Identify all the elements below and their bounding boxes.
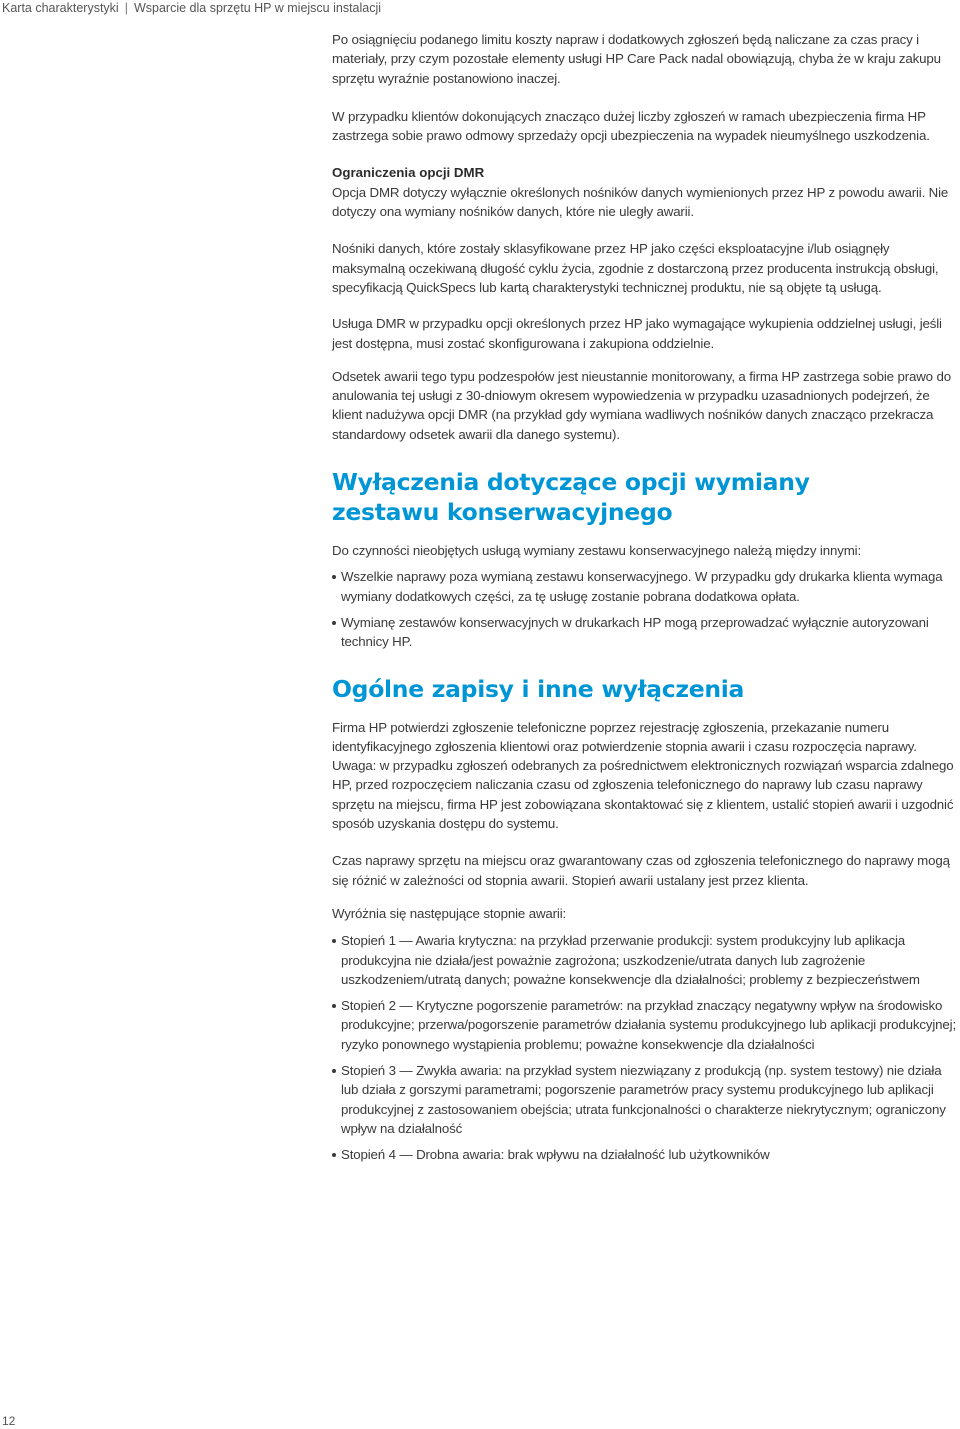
dmr-paragraph-2: Nośniki danych, które zostały sklasyfikowane przez HP jako części eksploatacyjne i/lub osiągnęły maksymalną oczekiwaną długość cyklu życia, zgodnie z dostarczoną przez producenta instrukcją obsługi, specyfikacją QuickSpecs lub kartą charakterystyki technicznej produktu, nie są objęte tą usługą.	[332, 241, 939, 295]
main-content	[332, 30, 960, 1173]
list-item: Stopień 1 — Awaria krytyczna: na przykład przerwanie produkcji: system produkcyjny lub aplikacja produkcyjna nie działa/jest poważnie zagrożona; uszkodzenie/utrata danych lub zagrożenie uszkodzeniem/utratą danych; poważne konsekwencje dla działalności; problemy z bezpieczeństwem	[332, 931, 960, 989]
breadcrumb-separator: |	[124, 1, 128, 15]
list-item: Stopień 4 — Drobna awaria: brak wpływu na działalność lub użytkowników	[332, 1145, 960, 1164]
dmr-paragraph-4: Odsetek awarii tego typu podzespołów jest nieustannie monitorowany, a firma HP zastrzega sobie prawo do anulowania tej usługi z 30-dniowym okresem wypowiedzenia w przypadku uzasadnionych podejrzeń, że klient nadużywa opcji DMR (na przykład gdy wymiana wadliwych nośników danych znacząco przekracza standardowy odsetek awarii dla danego systemu).	[332, 368, 951, 442]
breadcrumb	[2, 0, 381, 16]
list-item: Stopień 3 — Zwykła awaria: na przykład system niezwiązany z produkcją (np. system testowy) nie działa lub działa z gorszymi parametrami; pogorszenie parametrów pracy systemu produkcyjnego lub aplikacji produkcyjnej z zastosowaniem obejścia; utrata funkcjonalności o charakterze niekrytycznym; ograniczony wpływ na działalność	[332, 1061, 960, 1138]
maintenance-kit-heading: Wyłączenia dotyczące opcji wymiany zestawu konserwacyjnego	[332, 468, 810, 527]
general-paragraph-1: Firma HP potwierdzi zgłoszenie telefoniczne poprzez rejestrację zgłoszenia, przekazanie numeru identyfikacyjnego zgłoszenia klientowi oraz potwierdzenie stopnia awarii i czasu rozpoczęcia naprawy. Uwaga: w przypadku zgłoszeń odebranych za pośrednictwem elektronicznych rozwiązań wsparcia zdalnego HP, przed rozpoczęciem naliczania czasu od zgłoszenia telefonicznego do naprawy lub czasu naprawy sprzętu na miejscu, firma HP jest zobowiązana skontaktować się z klientem, ustalić stopień awarii i uzgodnić sposób uzyskania dostępu do systemu.	[332, 719, 954, 832]
breadcrumb-section: Wsparcie dla sprzętu HP w miejscu instalacji	[133, 1, 382, 15]
list-item: Wymianę zestawów konserwacyjnych w drukarkach HP mogą przeprowadzać wyłącznie autoryzowani technicy HP.	[332, 613, 960, 652]
page-number: 12	[2, 1414, 16, 1428]
intro-paragraph-1: Po osiągnięciu podanego limitu koszty napraw i dodatkowych zgłoszeń będą naliczane za czas pracy i materiały, przy czym pozostałe elementy usługi HP Care Pack nadal obowiązują, chyba że w kraju zakupu sprzętu wyraźnie postanowiono inaczej.	[332, 32, 941, 86]
breadcrumb-document-type: Karta charakterystyki	[2, 1, 119, 15]
general-heading: Ogólne zapisy i inne wyłączenia	[332, 674, 745, 703]
list-item: Stopień 2 — Krytyczne pogorszenie parametrów: na przykład znaczący negatywny wpływ na środowisko produkcyjne; przerwa/pogorszenie parametrów działania systemu produkcyjnego lub aplikacji produkcyjnej; ryzyko ponownego wystąpienia problemu; poważne konsekwencje dla działalności	[332, 996, 960, 1054]
dmr-paragraph-3: Usługa DMR w przypadku opcji określonych przez HP jako wymagające wykupienia oddzielnej usługi, jeśli jest dostępna, musi zostać skonfigurowana i zakupiona oddzielnie.	[332, 316, 942, 351]
dmr-heading: Ograniczenia opcji DMR	[332, 165, 485, 181]
severity-levels-list	[332, 931, 960, 1164]
intro-paragraph-2: W przypadku klientów dokonujących znacząco dużej liczby zgłoszeń w ramach ubezpieczenia firma HP zastrzega sobie prawo odmowy sprzedaży opcji ubezpieczenia na wypadek nieumyślnego uszkodzenia.	[332, 108, 930, 144]
general-paragraph-2: Czas naprawy sprzętu na miejscu oraz gwarantowany czas od zgłoszenia telefonicznego do naprawy mogą się różnić w zależności od stopnia awarii. Stopień awarii ustalany jest przez klienta.	[332, 853, 950, 888]
maintenance-kit-list	[332, 567, 960, 651]
general-paragraph-3: Wyróżnia się następujące stopnie awarii:	[332, 905, 567, 921]
maintenance-kit-intro: Do czynności nieobjętych usługą wymiany zestawu konserwacyjnego należą między innymi:	[332, 543, 861, 559]
list-item: Wszelkie naprawy poza wymianą zestawu konserwacyjnego. W przypadku gdy drukarka klienta wymaga wymiany dodatkowych części, za tę usługę zostanie pobrana dodatkowa opłata.	[332, 567, 960, 606]
dmr-paragraph-1: Opcja DMR dotyczy wyłącznie określonych nośników danych wymienionych przez HP z powodu awarii. Nie dotyczy ona wymiany nośników danych, które nie uległy awarii.	[332, 184, 949, 220]
